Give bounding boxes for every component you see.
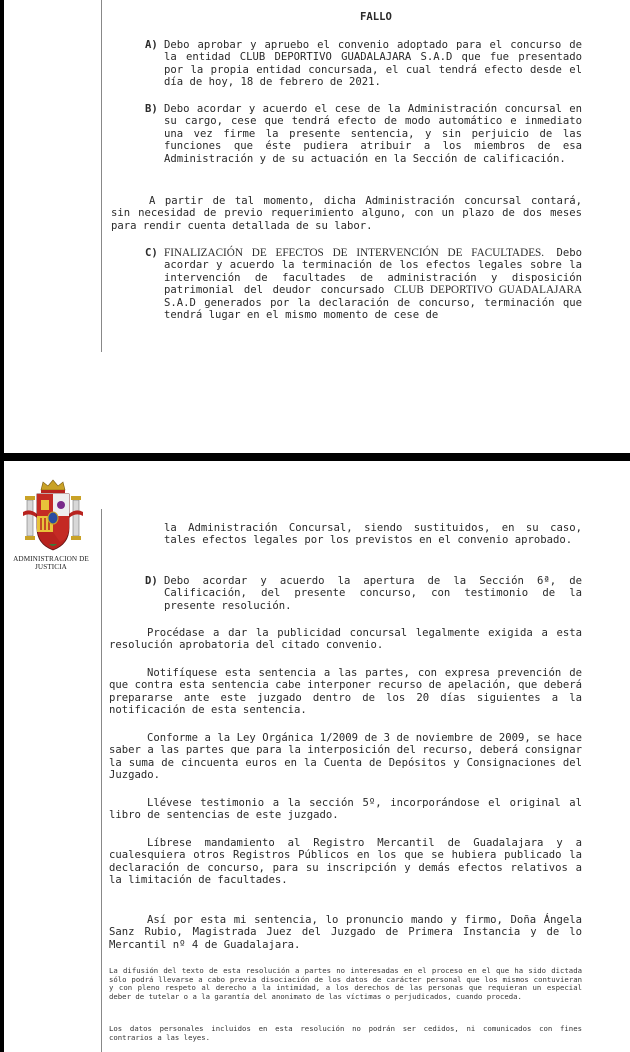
item-d-label: D) — [145, 575, 158, 587]
item-a-label: A) — [145, 39, 158, 51]
item-b-text: Debo acordar y acuerdo el cese de la Administración concursal en su cargo, cese que tendrá efecto de modo automático e inmediato una vez firme la presente sentencia, y sin perjuicio de las funciones que éste pudiera atribuir a los miembros de esa Administración y de su actuación en la Sección de calificación. — [164, 103, 582, 165]
coat-of-arms-icon — [22, 478, 84, 556]
paragraph-publicidad: Procédase a dar la publicidad concursal legalmente exigida a esta resolución aprobatoria del citado convenio. — [109, 627, 582, 652]
paragraph-firma: Así por esta mi sentencia, lo pronuncio mando y firmo, Doña Ángela Sanz Rubio, Magistrada Juez del Juzgado de Primera Instancia y de lo Mercantil nº 4 de Guadalajara. — [109, 914, 582, 951]
item-c-entity: CLUB DEPORTIVO GUADALAJARA — [394, 284, 582, 297]
privacy-notice: La difusión del texto de esta resolución a partes no interesadas en el proceso en el que ha sido dictada sólo podrá llevarse a cabo previa disociación de los datos de carácter personal que los mismos contuvieran y con pleno respeto al derecho a la intimidad, a los derechos de las personas que requieran un especial deber de tutelar o a la garantía del anonimato de las víctimas o perjudicados, cuando proceda. — [109, 966, 582, 1001]
item-b-label: B) — [145, 103, 158, 115]
data-protection-notice: Los datos personales incluidos en esta resolución no podrán ser cedidos, ni comunicados con fines contrarios a las leyes. — [109, 1024, 582, 1042]
page-margin-line — [101, 509, 102, 1052]
paragraph-ley-organica: Conforme a la Ley Orgánica 1/2009 de 3 de noviembre de 2009, se hace saber a las partes que para la interposición del recurso, deberá consignar la suma de cincuenta euros en la Cuenta de Depósitos y Consignaciones del Juzgado. — [109, 732, 582, 782]
item-c-text-end: S.A.D generados por la declaración de concurso, terminación que tendrá lugar en el mismo momento de cese de — [164, 296, 582, 322]
paragraph-notifiquese: Notifíquese esta sentencia a las partes, con expresa prevención de que contra esta sentencia cabe interponer recurso de apelación, que deberá prepararse ante este juzgado dentro de los 20 días siguientes a la notificación de esta sentencia. — [109, 667, 582, 717]
item-c-label: C) — [145, 247, 158, 259]
paragraph-testimonio: Llévese testimonio a la sección 5º, incorporándose el original al libro de sentencias de este juzgado. — [109, 797, 582, 822]
item-d-text: Debo acordar y acuerdo la apertura de la Sección 6ª, de Calificación, del presente concurso, con testimonio de la presente resolución. — [164, 575, 582, 612]
paragraph-mandamiento: Líbrese mandamiento al Registro Mercantil de Guadalajara y a cualesquiera otros Registros Públicos en los que se hubiera publicado la declaración de concurso, para su inscripción y demás efectos relativos a la limitación de facultades. — [109, 837, 582, 887]
document-page-2 — [4, 461, 630, 1052]
paragraph-administracion: A partir de tal momento, dicha Administración concursal contará, sin necesidad de previo requerimiento alguno, con un plazo de dos meses para rendir cuenta detallada de su labor. — [111, 195, 582, 232]
logo-caption: ADMINISTRACION DE JUSTICIA — [13, 555, 89, 571]
section-heading: FALLO — [360, 11, 392, 23]
item-c-text — [164, 247, 582, 321]
document-page-1 — [4, 0, 630, 453]
item-c-heading: FINALIZACIÓN DE EFECTOS DE INTERVENCIÓN DE FACULTADES. — [164, 247, 545, 259]
item-c-text-start: Debo acordar y acuerdo la terminación de los efectos legales sobre la intervención de facultades de administración y disposición patrimonial del deudor concursado — [164, 247, 582, 297]
continuation-text: la Administración Concursal, siendo sustituidos, en su caso, tales efectos legales por los previstos en el convenio aprobado. — [164, 522, 582, 547]
item-a-text: Debo aprobar y apruebo el convenio adoptado para el concurso de la entidad CLUB DEPORTIVO GUADALAJARA S.A.D que fue presentado por la propia entidad concursada, el cual tendrá efecto desde el día de hoy, 18 de febrero de 2021. — [164, 39, 582, 89]
page-margin-line — [101, 0, 102, 352]
